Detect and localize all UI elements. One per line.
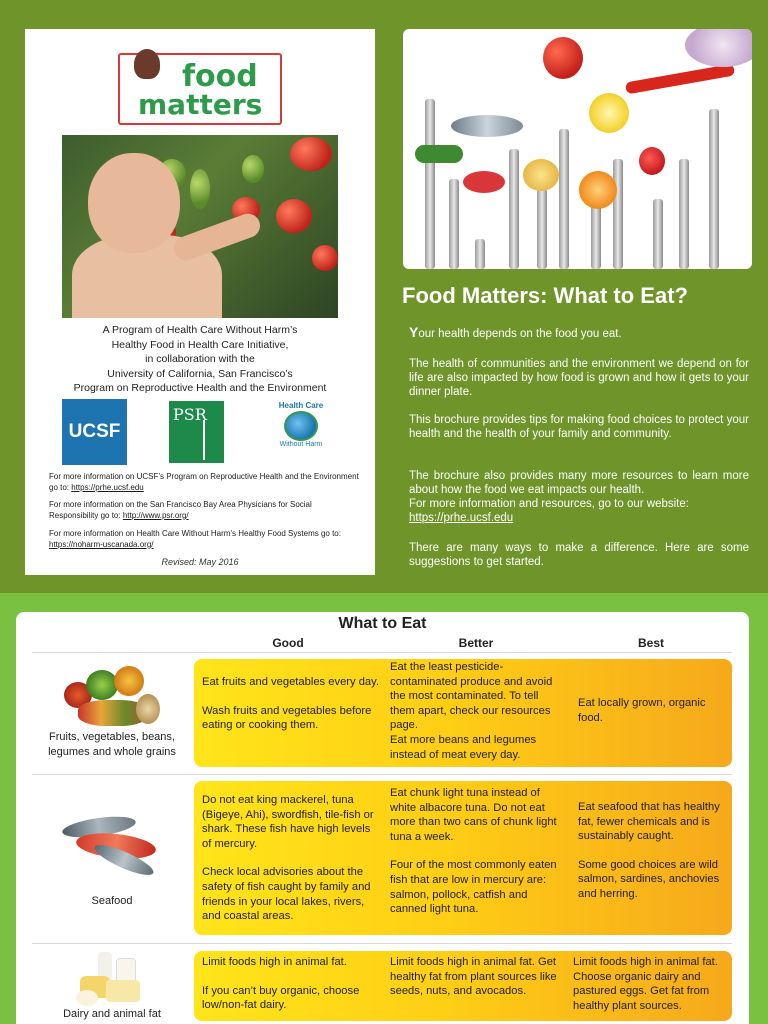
table-title: What to Eat — [338, 615, 427, 632]
baby-tomato-photo — [62, 135, 338, 318]
logo-line-1: food — [182, 59, 258, 94]
what-to-eat-table — [16, 612, 749, 1024]
produce-image — [58, 660, 162, 728]
food-matters-logo — [118, 53, 282, 125]
intro-paragraph-3: This brochure provides tips for making food choices to protect your health and the health of your family and community. — [409, 414, 749, 440]
divider — [32, 943, 732, 944]
hcwh-link[interactable]: https://noharm-uscanada.org/ — [49, 539, 154, 549]
dairy-best: Limit foods high in animal fat. Choose organic dairy and pastured eggs. Get fat from healthy plant sources. — [573, 956, 718, 1012]
category-produce: Fruits, vegetables, beans, legumes and whole grains — [48, 731, 176, 758]
program-line: Healthy Food in Health Care Initiative, — [111, 338, 289, 351]
seafood-good: Do not eat king mackerel, tuna (Bigeye, Ahi), swordfish, tile-fish or shark. These fish have high levels of mercury. Check local advisories about the safety of fish caught by family and friends in your local lakes, rivers, and coastal areas. — [202, 794, 374, 923]
seafood-image — [62, 808, 160, 878]
info-psr: For more information on the San Francisco Bay Area Physicians for Social Responsibility go to: http://www.psr.org/ — [49, 500, 312, 520]
info-hcwh: For more information on Health Care Without Harm’s Healthy Food Systems go to: https://noharm-uscanada.org/ — [49, 529, 341, 549]
intro-paragraph-1: Your health depends on the food you eat. — [409, 324, 622, 340]
psr-link[interactable]: http://www.psr.org/ — [122, 510, 189, 520]
hcwh-logo-bottom: Without Harm — [279, 441, 323, 448]
seafood-best: Eat seafood that has healthy fat, fewer chemicals and is sustainably caught. Some good choices are wild salmon, sardines, anchovies and herring. — [578, 801, 720, 900]
program-line: A Program of Health Care Without Harm’s — [102, 324, 298, 336]
program-line: in collaboration with the — [145, 353, 255, 365]
psr-logo-text: PSR — [173, 405, 207, 424]
cover-card — [25, 29, 375, 575]
dairy-better: Limit foods high in animal fat. Get healthy fat from plant sources like seeds, nuts, and avocados. — [390, 956, 557, 998]
intro-paragraph-2: The health of communities and the environment we depend on for life are also impacted by how food is grown and how it gets to your dinner plate. — [409, 358, 749, 398]
program-line: University of California, San Francisco’s — [107, 367, 293, 380]
revised-date: Revised: May 2016 — [161, 557, 239, 567]
program-credits — [25, 323, 375, 396]
logo-line-2: matters — [138, 88, 263, 121]
dairy-good: Limit foods high in animal fat. If you can’t buy organic, choose low/non-fat dairy. — [202, 956, 360, 1012]
hcwh-logo-top: Health Care — [278, 401, 324, 410]
header-best: Best — [637, 636, 664, 650]
category-dairy: Dairy and animal fat — [63, 1008, 161, 1020]
intro-paragraph-4: The brochure also provides many more resources to learn more about how the food we eat impacts our health. For more information and resources, go to our website: https://prhe.ucsf.edu — [409, 470, 749, 524]
psr-logo — [169, 401, 224, 463]
ucsf-link[interactable]: https://prhe.ucsf.edu — [71, 482, 144, 492]
globe-icon — [284, 411, 318, 441]
ucsf-logo: UCSF — [62, 399, 127, 465]
produce-best: Eat locally grown, organic food. — [578, 697, 706, 724]
forks-with-food-photo — [403, 29, 752, 269]
header-good: Good — [272, 636, 304, 650]
hcwh-logo — [272, 401, 330, 461]
divider — [32, 774, 732, 775]
seafood-better: Eat chunk light tuna instead of white albacore tuna. Do not eat more than two cans of chunk light tuna a week. Four of the most commonly eaten fish that are low in mercury are: salmon, pollock, catfish and canned light tuna. — [390, 787, 557, 916]
produce-better: Eat the least pesticide-contaminated produce and avoid the most contaminated. To tell them apart, check our resources page. Eat more beans and legumes instead of meat every day. — [390, 661, 553, 761]
header-better: Better — [458, 636, 494, 650]
intro-paragraph-5: There are many ways to make a difference. Here are some suggestions to get started. — [409, 542, 749, 568]
info-ucsf: For more information on UCSF’s Program on Reproductive Health and the Environment go to: https://prhe.ucsf.edu — [49, 472, 359, 492]
produce-good: Eat fruits and vegetables every day. Wash fruits and vegetables before eating or cooking them. — [202, 676, 380, 732]
divider — [32, 652, 732, 653]
prhe-link[interactable]: https://prhe.ucsf.edu — [409, 512, 514, 524]
program-line: Program on Reproductive Health and the Environment — [73, 382, 327, 394]
dairy-image — [76, 952, 146, 1006]
page-title: Food Matters: What to Eat? — [402, 283, 688, 308]
category-seafood: Seafood — [91, 895, 133, 907]
